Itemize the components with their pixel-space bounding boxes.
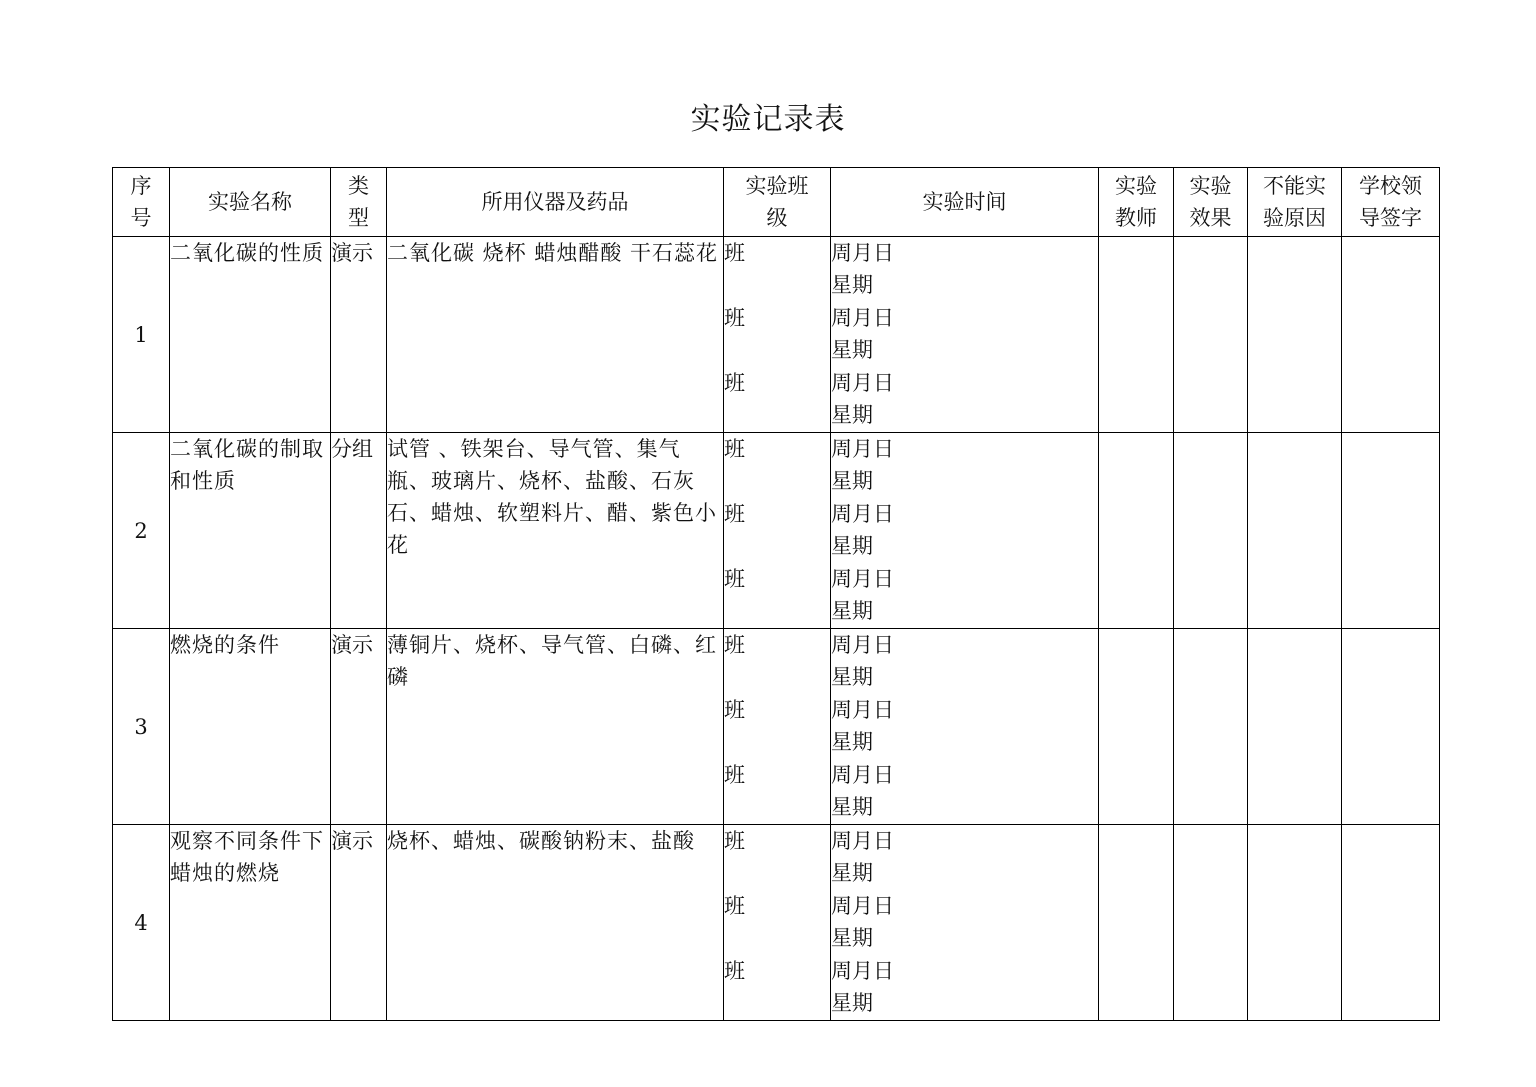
time-weekday-label: 星期 <box>831 338 873 362</box>
header-time: 实验时间 <box>831 168 1099 237</box>
time-date-label: 周月日 <box>831 698 894 722</box>
header-signature-line1: 学校领 <box>1359 174 1422 198</box>
class-label: 班 <box>724 567 745 591</box>
experiment-record-table <box>112 167 1440 1021</box>
header-class <box>724 168 831 237</box>
row-experiment-name: 二氧化碳的性质 <box>170 237 331 433</box>
time-weekday-label: 星期 <box>831 273 873 297</box>
row-class-cell <box>724 237 831 433</box>
time-date-label: 周月日 <box>831 829 894 853</box>
row-time-cell <box>831 825 1099 1021</box>
header-effect-line1: 实验 <box>1189 174 1232 198</box>
header-teacher-line1: 实验 <box>1115 174 1157 198</box>
class-label: 班 <box>724 437 745 461</box>
header-reason-line2: 验原因 <box>1263 206 1326 230</box>
row-effect-cell[interactable] <box>1174 433 1248 629</box>
class-label: 班 <box>724 829 745 853</box>
time-date-label: 周月日 <box>831 959 894 983</box>
header-reason <box>1248 168 1342 237</box>
class-label: 班 <box>724 633 745 657</box>
header-class-line1: 实验班 <box>745 174 809 198</box>
header-class-line2: 级 <box>766 206 788 230</box>
class-label: 班 <box>724 959 745 983</box>
row-experiment-name: 二氧化碳的制取和性质 <box>170 433 331 629</box>
class-label: 班 <box>724 371 745 395</box>
header-reason-line1: 不能实 <box>1263 174 1326 198</box>
row-seq: 2 <box>113 433 170 629</box>
class-label: 班 <box>724 241 745 265</box>
row-reason-cell[interactable] <box>1248 825 1342 1021</box>
row-effect-cell[interactable] <box>1174 629 1248 825</box>
row-class-cell <box>724 629 831 825</box>
time-weekday-label: 星期 <box>831 403 873 427</box>
row-class-cell <box>724 433 831 629</box>
time-date-label: 周月日 <box>831 241 894 265</box>
row-signature-cell[interactable] <box>1342 629 1440 825</box>
row-time-cell <box>831 433 1099 629</box>
time-date-label: 周月日 <box>831 763 894 787</box>
time-date-label: 周月日 <box>831 502 894 526</box>
row-time-cell <box>831 629 1099 825</box>
header-seq-line1: 序 <box>130 174 152 198</box>
time-weekday-label: 星期 <box>831 665 873 689</box>
row-effect-cell[interactable] <box>1174 825 1248 1021</box>
header-signature-line2: 导签字 <box>1359 206 1422 230</box>
row-reason-cell[interactable] <box>1248 237 1342 433</box>
table-row <box>113 237 1440 433</box>
time-weekday-label: 星期 <box>831 599 873 623</box>
header-effect-line2: 效果 <box>1189 206 1232 230</box>
time-date-label: 周月日 <box>831 894 894 918</box>
header-seq-line2: 号 <box>130 206 152 230</box>
class-label: 班 <box>724 306 745 330</box>
time-weekday-label: 星期 <box>831 926 873 950</box>
row-signature-cell[interactable] <box>1342 825 1440 1021</box>
class-label: 班 <box>724 698 745 722</box>
time-date-label: 周月日 <box>831 306 894 330</box>
header-name: 实验名称 <box>170 168 331 237</box>
header-equipment: 所用仪器及药品 <box>387 168 724 237</box>
row-type: 演示 <box>331 629 387 825</box>
row-reason-cell[interactable] <box>1248 629 1342 825</box>
table-row <box>113 629 1440 825</box>
row-reason-cell[interactable] <box>1248 433 1342 629</box>
header-teacher <box>1099 168 1174 237</box>
row-signature-cell[interactable] <box>1342 237 1440 433</box>
row-teacher-cell[interactable] <box>1099 629 1174 825</box>
header-effect <box>1174 168 1248 237</box>
row-seq: 4 <box>113 825 170 1021</box>
time-weekday-label: 星期 <box>831 469 873 493</box>
header-type-line1: 类 <box>348 174 369 198</box>
row-equipment: 试管 、铁架台、导气管、集气瓶、玻璃片、烧杯、盐酸、石灰石、蜡烛、软塑料片、醋、紫色小花 <box>387 433 724 629</box>
time-date-label: 周月日 <box>831 437 894 461</box>
header-type <box>331 168 387 237</box>
time-weekday-label: 星期 <box>831 861 873 885</box>
row-experiment-name: 观察不同条件下蜡烛的燃烧 <box>170 825 331 1021</box>
time-date-label: 周月日 <box>831 567 894 591</box>
row-seq: 3 <box>113 629 170 825</box>
row-signature-cell[interactable] <box>1342 433 1440 629</box>
page-title: 实验记录表 <box>690 102 846 137</box>
row-effect-cell[interactable] <box>1174 237 1248 433</box>
time-weekday-label: 星期 <box>831 795 873 819</box>
row-equipment: 薄铜片、烧杯、导气管、白磷、红磷 <box>387 629 724 825</box>
row-class-cell <box>724 825 831 1021</box>
row-type: 演示 <box>331 825 387 1021</box>
class-label: 班 <box>724 894 745 918</box>
row-teacher-cell[interactable] <box>1099 433 1174 629</box>
row-equipment: 烧杯、蜡烛、碳酸钠粉末、盐酸 <box>387 825 724 1021</box>
row-teacher-cell[interactable] <box>1099 825 1174 1021</box>
time-weekday-label: 星期 <box>831 991 873 1015</box>
class-label: 班 <box>724 763 745 787</box>
row-experiment-name: 燃烧的条件 <box>170 629 331 825</box>
time-weekday-label: 星期 <box>831 534 873 558</box>
table-row <box>113 825 1440 1021</box>
row-teacher-cell[interactable] <box>1099 237 1174 433</box>
row-type: 分组 <box>331 433 387 629</box>
header-signature <box>1342 168 1440 237</box>
row-time-cell <box>831 237 1099 433</box>
time-date-label: 周月日 <box>831 633 894 657</box>
header-type-line2: 型 <box>348 206 369 230</box>
header-seq <box>113 168 170 237</box>
header-row <box>113 168 1440 237</box>
row-seq: 1 <box>113 237 170 433</box>
class-label: 班 <box>724 502 745 526</box>
table-row <box>113 433 1440 629</box>
row-equipment: 二氧化碳 烧杯 蜡烛醋酸 干石蕊花 <box>387 237 724 433</box>
header-teacher-line2: 教师 <box>1115 206 1157 230</box>
time-date-label: 周月日 <box>831 371 894 395</box>
time-weekday-label: 星期 <box>831 730 873 754</box>
row-type: 演示 <box>331 237 387 433</box>
